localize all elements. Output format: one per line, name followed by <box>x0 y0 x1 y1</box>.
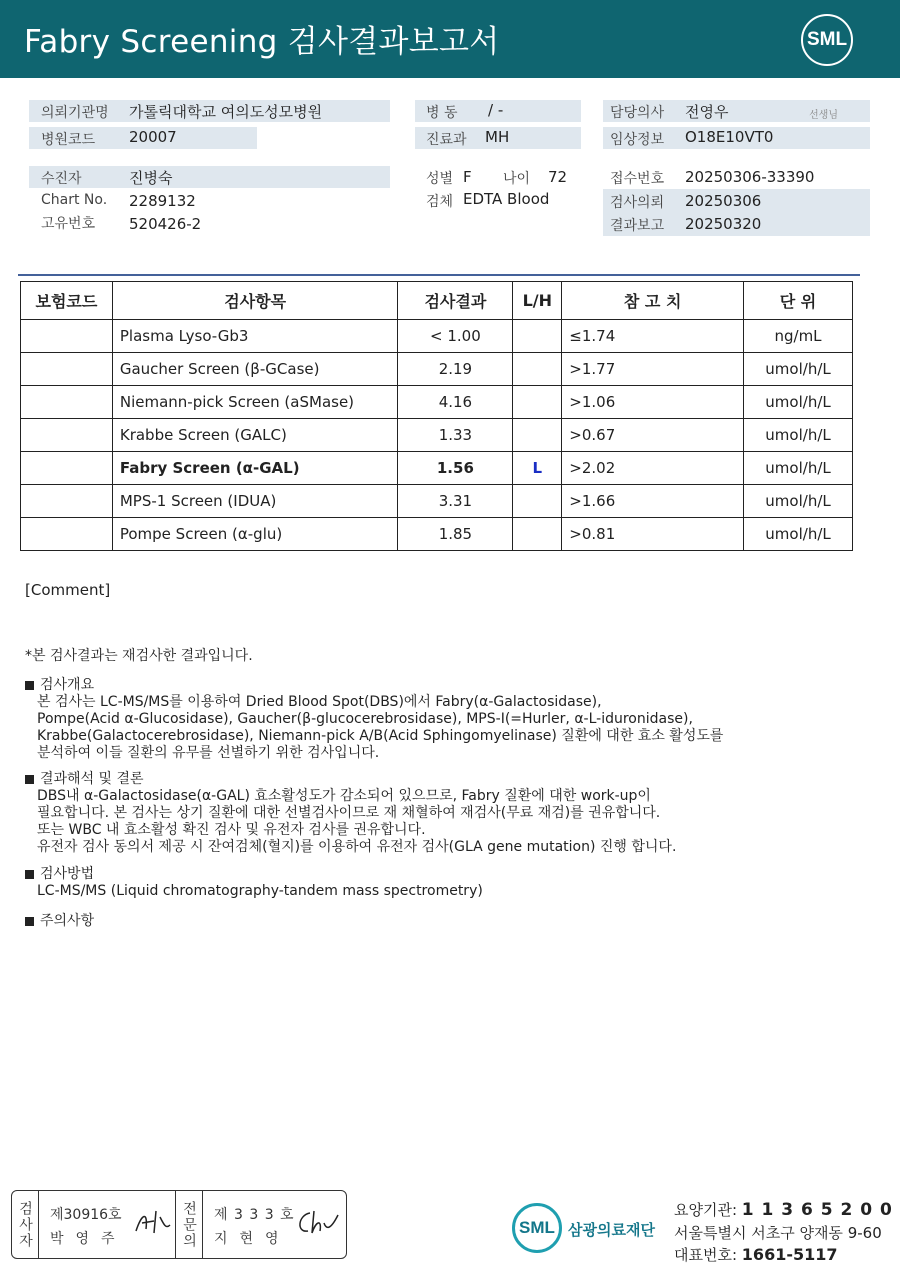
doctor-label: 담당의사 <box>610 105 665 121</box>
specialist-signature <box>294 1205 340 1239</box>
foundation-name: 삼광의료재단 <box>568 1221 655 1239</box>
section-line: Krabbe(Galactocerebrosidase), Niemann-pick A/B(Acid Sphingomyelinase) 질환에 대한 효소 활성도를 <box>37 728 724 744</box>
table-row <box>21 320 853 353</box>
chart-value: 2289132 <box>129 192 196 210</box>
row-code <box>21 419 113 452</box>
examiner-label <box>12 1191 39 1258</box>
ward-label: 병 동 <box>426 105 458 121</box>
patient-value: 진병숙 <box>129 169 173 187</box>
row-ref: >1.66 <box>562 485 744 518</box>
table-row <box>21 386 853 419</box>
row-unit: umol/h/L <box>744 485 853 518</box>
section-line: DBS내 α-Galactosidase(α-GAL) 효소활성도가 감소되어 있으므로, Fabry 질환에 대한 work-up이 <box>37 788 651 804</box>
age-label: 나이 <box>503 171 531 187</box>
row-result: 3.31 <box>398 485 513 518</box>
specialist-number: 제 3 3 3 호 <box>214 1207 295 1223</box>
results-table <box>20 281 853 551</box>
specimen-label: 검체 <box>426 194 454 210</box>
dept-label: 진료과 <box>426 132 467 148</box>
patient-row <box>29 166 390 188</box>
section-line: 또는 WBC 내 효소활성 확진 검사 및 유전자 검사를 권유합니다. <box>37 822 426 838</box>
dept-value: MH <box>485 128 510 146</box>
specialist-label <box>175 1191 203 1258</box>
sex-value: F <box>463 168 472 186</box>
section-line: 유전자 검사 동의서 제공 시 잔여검체(혈지)를 이용하여 유전자 검사(GLA gene mutation) 진행 합니다. <box>37 839 677 855</box>
row-unit: umol/h/L <box>744 353 853 386</box>
col-unit: 단 위 <box>744 282 853 320</box>
section-precautions <box>25 913 94 930</box>
row-lh <box>513 485 562 518</box>
row-result: 1.56 <box>398 452 513 485</box>
col-result: 검사결과 <box>398 282 513 320</box>
row-item: Pompe Screen (α-glu) <box>112 518 398 551</box>
section-line: 필요합니다. 본 검사는 상기 질환에 대한 선별검사이므로 재 채혈하여 재검사(무료 재검)를 권유합니다. <box>37 805 661 821</box>
section-interpretation <box>25 771 676 856</box>
bullet-icon <box>25 775 34 784</box>
bullet-icon <box>25 870 34 879</box>
sml-logo-text: SML <box>806 29 848 50</box>
specialist-name: 지현영 <box>214 1231 291 1247</box>
row-lh <box>513 518 562 551</box>
row-ref: >1.77 <box>562 353 744 386</box>
col-test-item: 검사항목 <box>112 282 398 320</box>
section-divider <box>18 274 860 276</box>
receipt-label: 접수번호 <box>610 171 665 187</box>
table-row <box>21 518 853 551</box>
col-reference: 참 고 치 <box>562 282 744 320</box>
section-line: Pompe(Acid α-Glucosidase), Gaucher(β-glucocerebrosidase), MPS-I(=Hurler, α-L-iduronidase), <box>37 711 693 727</box>
table-row <box>21 353 853 386</box>
row-result: 4.16 <box>398 386 513 419</box>
row-unit: umol/h/L <box>744 419 853 452</box>
table-row <box>21 419 853 452</box>
row-code <box>21 485 113 518</box>
row-lh <box>513 320 562 353</box>
row-code <box>21 353 113 386</box>
foundation-logo <box>512 1203 562 1253</box>
row-item: Fabry Screen (α-GAL) <box>112 452 398 485</box>
care-code-line <box>674 1199 893 1220</box>
examiner-number: 제30916호 <box>50 1207 122 1223</box>
row-code <box>21 386 113 419</box>
row-result: 1.33 <box>398 419 513 452</box>
row-ref: >0.67 <box>562 419 744 452</box>
row-lh-flag: L <box>513 452 562 485</box>
report-title: Fabry Screening 검사결과보고서 <box>24 24 500 60</box>
section-overview <box>25 677 723 762</box>
row-ref: >2.02 <box>562 452 744 485</box>
section-line: 분석하여 이들 질환의 유무를 선별하기 위한 검사입니다. <box>37 745 380 761</box>
age-value: 72 <box>548 168 568 186</box>
row-result: < 1.00 <box>398 320 513 353</box>
row-item: Krabbe Screen (GALC) <box>112 419 398 452</box>
doctor-value: 전영우 <box>685 103 729 121</box>
section-title: 주의사항 <box>40 913 95 929</box>
request-label: 검사의뢰 <box>610 195 665 211</box>
row-code <box>21 320 113 353</box>
report-value: 20250320 <box>685 215 762 233</box>
receipt-value: 20250306-33390 <box>685 168 815 186</box>
col-insurance-code: 보험코드 <box>21 282 113 320</box>
specialist-label-text: 전문의 <box>181 1200 197 1249</box>
row-item: Gaucher Screen (β-GCase) <box>112 353 398 386</box>
bullet-icon <box>25 681 34 690</box>
care-code-label: 요양기관: <box>674 1201 738 1219</box>
row-unit: umol/h/L <box>744 518 853 551</box>
signature-box <box>11 1190 347 1259</box>
section-method <box>25 866 483 900</box>
table-row-abnormal <box>21 452 853 485</box>
table-header-row <box>21 282 853 320</box>
sml-logo <box>801 14 853 66</box>
col-lh: L/H <box>513 282 562 320</box>
doctor-suffix: 선생님 <box>809 110 838 121</box>
section-title: 검사개요 <box>40 677 95 693</box>
clinical-label: 임상정보 <box>610 132 665 148</box>
foundation-logo-text: SML <box>519 1218 555 1237</box>
examiner-signature <box>132 1207 172 1237</box>
row-unit: umol/h/L <box>744 452 853 485</box>
retest-notice: *본 검사결과는 재검사한 결과입니다. <box>25 648 253 664</box>
row-result: 1.85 <box>398 518 513 551</box>
address: 서울특별시 서초구 양재동 9-60 <box>674 1224 882 1242</box>
row-unit: ng/mL <box>744 320 853 353</box>
ward-value: / - <box>488 101 504 119</box>
request-value: 20250306 <box>685 192 762 210</box>
patient-label: 수진자 <box>41 171 82 187</box>
row-code <box>21 452 113 485</box>
hospital-code-value: 20007 <box>129 128 177 146</box>
hospital-code-label: 병원코드 <box>41 132 96 148</box>
row-ref: >0.81 <box>562 518 744 551</box>
section-line: 본 검사는 LC-MS/MS를 이용하여 Dried Blood Spot(DBS)에서 Fabry(α-Galactosidase), <box>37 694 602 710</box>
row-item: MPS-1 Screen (IDUA) <box>112 485 398 518</box>
bullet-icon <box>25 917 34 926</box>
sex-label: 성별 <box>426 171 454 187</box>
phone-label: 대표번호: <box>674 1246 738 1264</box>
care-code-value: 1 1 3 6 5 2 0 0 <box>741 1200 893 1220</box>
comment-label: [Comment] <box>25 581 111 599</box>
row-lh <box>513 386 562 419</box>
row-item: Plasma Lyso-Gb3 <box>112 320 398 353</box>
section-line: LC-MS/MS (Liquid chromatography-tandem mass spectrometry) <box>37 883 483 899</box>
section-title: 검사방법 <box>40 866 95 882</box>
row-ref: ≤1.74 <box>562 320 744 353</box>
table-row <box>21 485 853 518</box>
row-result: 2.19 <box>398 353 513 386</box>
institution-label: 의뢰기관명 <box>41 105 109 121</box>
row-unit: umol/h/L <box>744 386 853 419</box>
phone-value: 1661-5117 <box>741 1245 838 1264</box>
report-header <box>0 0 900 78</box>
report-label: 결과보고 <box>610 218 665 234</box>
examiner-name: 박영주 <box>50 1231 127 1247</box>
chart-label: Chart No. <box>41 192 108 208</box>
unique-label: 고유번호 <box>41 216 96 232</box>
clinical-value: O18E10VT0 <box>685 128 774 146</box>
row-lh <box>513 419 562 452</box>
row-item: Niemann-pick Screen (aSMase) <box>112 386 398 419</box>
row-ref: >1.06 <box>562 386 744 419</box>
phone-line <box>674 1244 838 1265</box>
section-title: 결과해석 및 결론 <box>40 771 144 787</box>
institution-value: 가톨릭대학교 여의도성모병원 <box>129 103 323 121</box>
row-lh <box>513 353 562 386</box>
unique-value: 520426-2 <box>129 215 202 233</box>
examiner-label-text: 검사자 <box>17 1200 33 1249</box>
specimen-value: EDTA Blood <box>463 190 550 208</box>
row-code <box>21 518 113 551</box>
